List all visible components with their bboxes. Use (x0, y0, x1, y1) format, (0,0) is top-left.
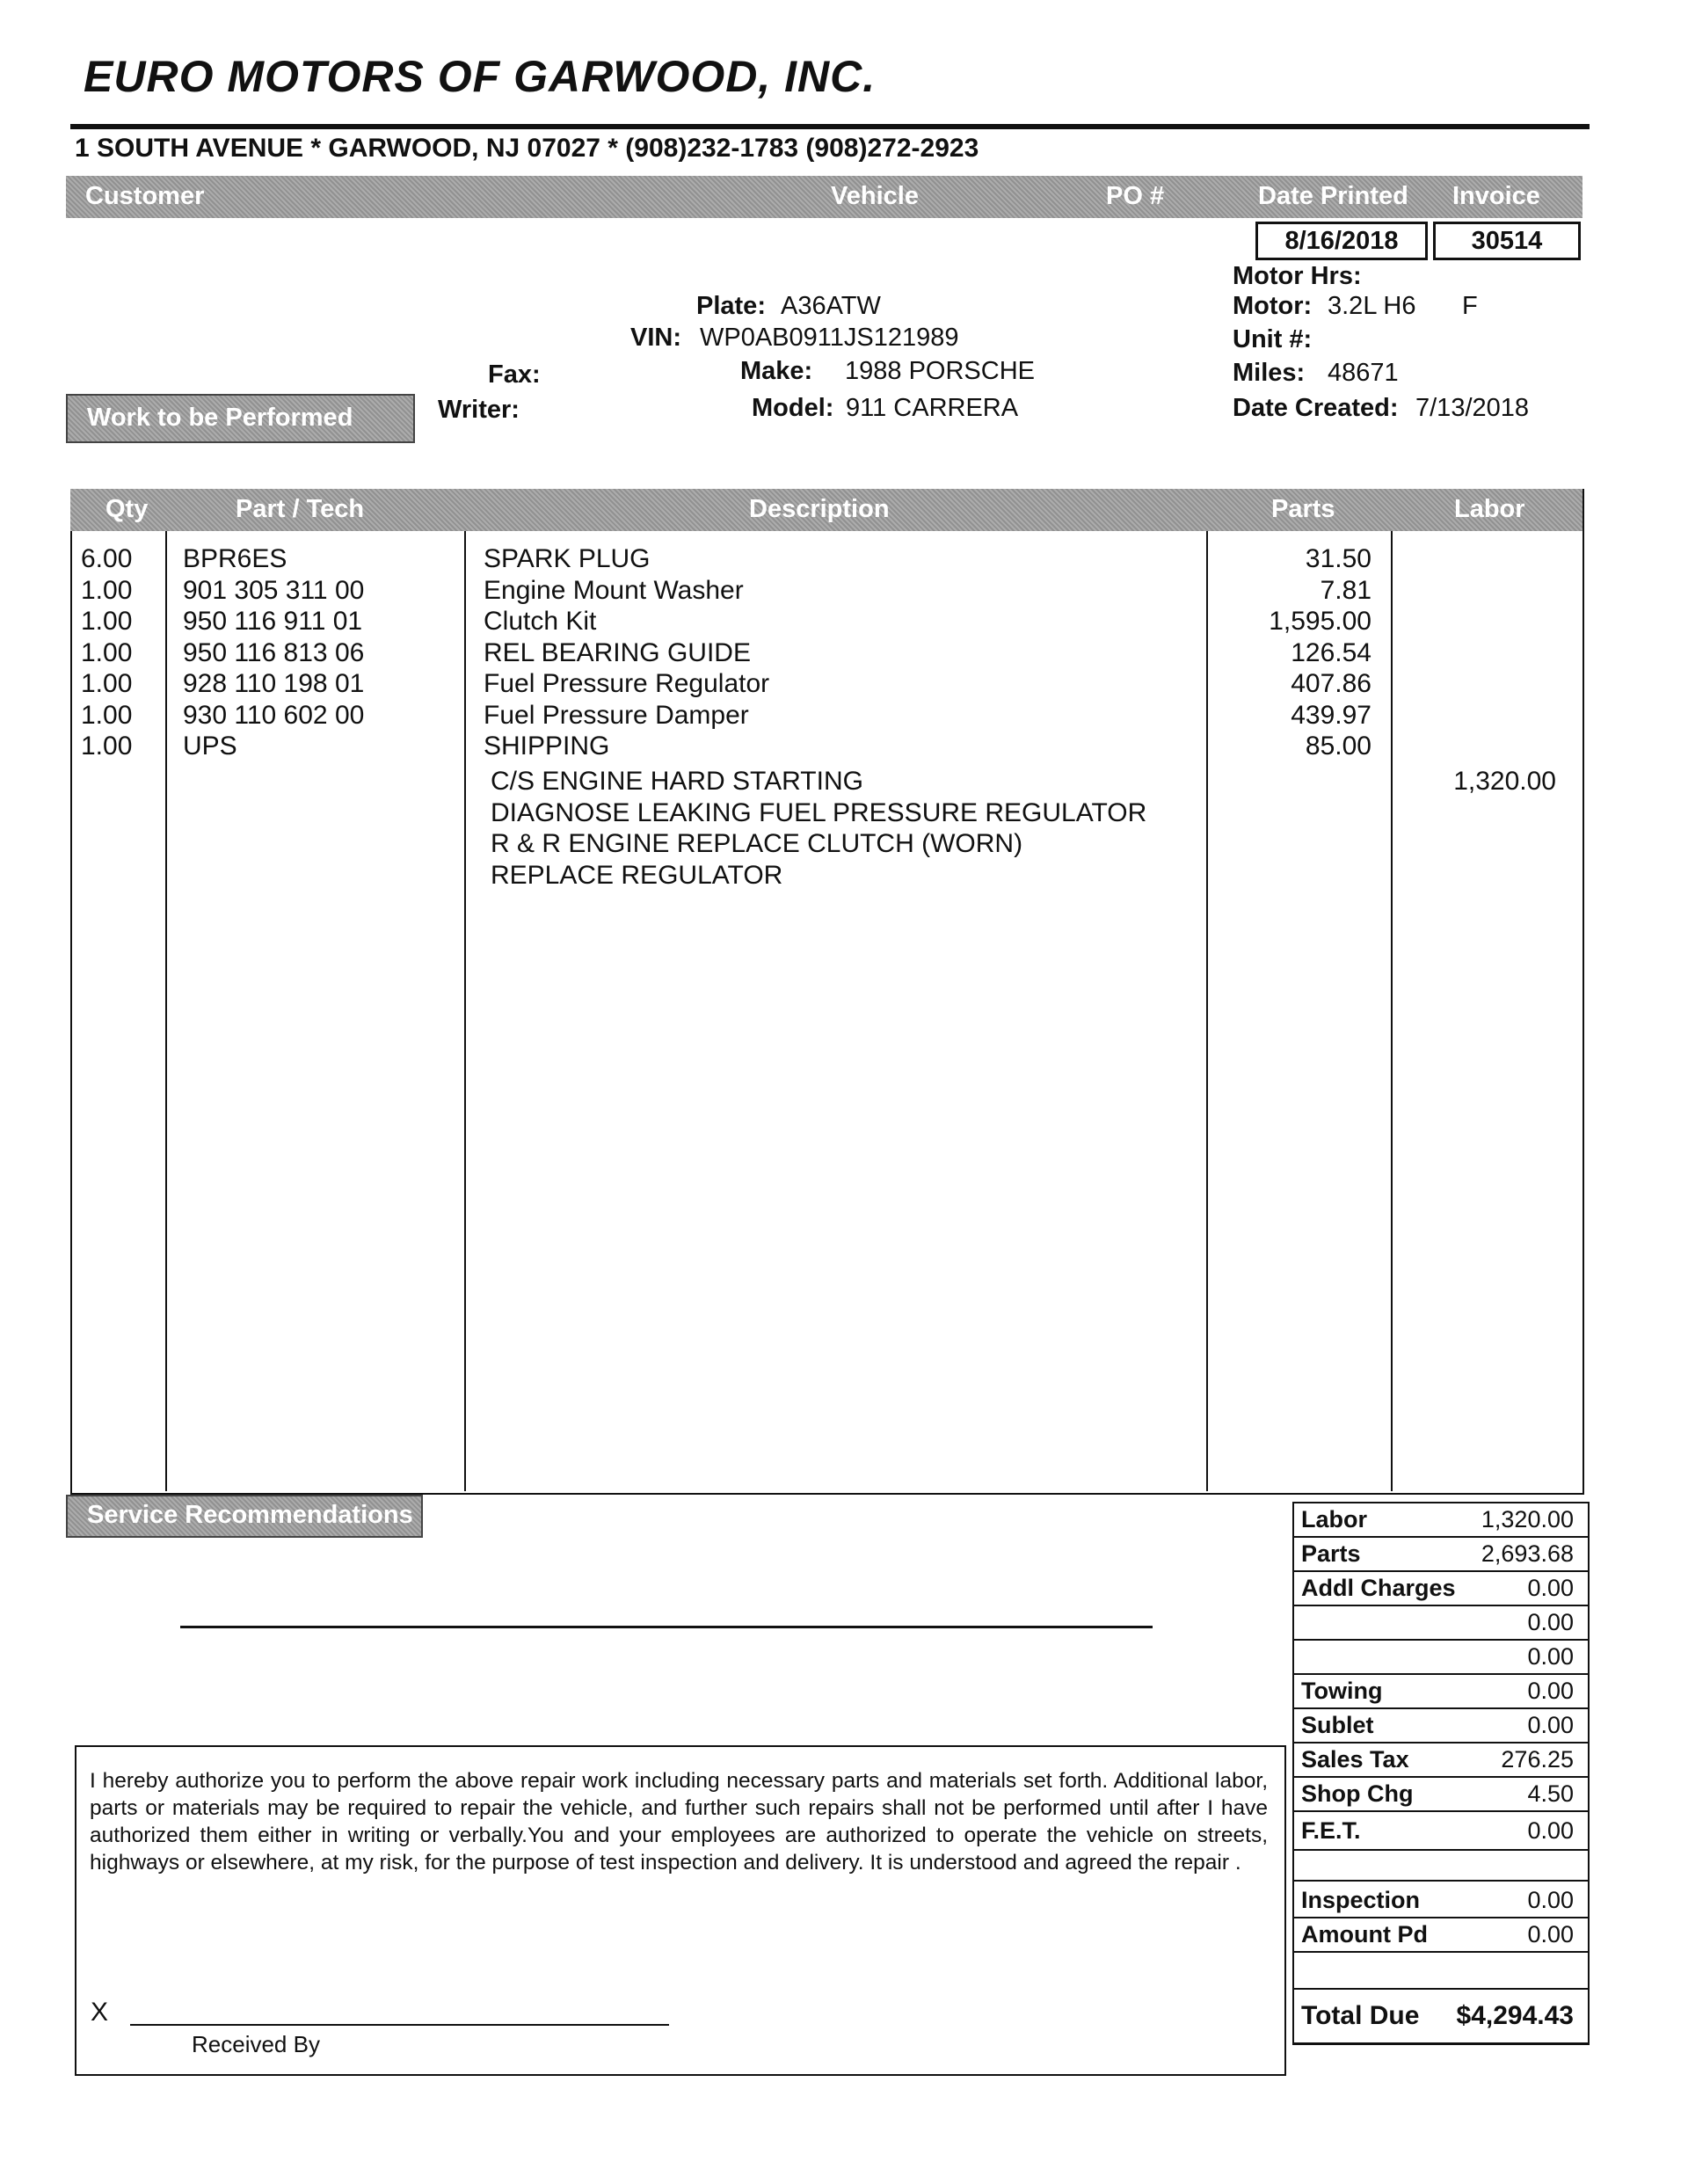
col-divider (165, 531, 167, 1491)
total-due-label: Total Due (1301, 2001, 1420, 2030)
labor-line: R & R ENGINE REPLACE CLUTCH (WORN) (491, 829, 1023, 858)
motor-flag: F (1462, 292, 1478, 320)
totals-row-sales-tax (1294, 1744, 1588, 1778)
model-value: 911 CARRERA (846, 394, 1019, 422)
total-due-value: $4,294.43 (1456, 2001, 1574, 2030)
totals-row-amount-paid (1294, 1918, 1588, 1953)
totals-value: 0.00 (1527, 1887, 1574, 1913)
col-divider (1206, 531, 1208, 1491)
header-bar (66, 176, 1582, 218)
table-cell-parts: 407.86 (1291, 669, 1372, 698)
totals-value: 4.50 (1527, 1780, 1574, 1807)
totals-row-inspection (1294, 1882, 1588, 1918)
totals-row-shop-chg (1294, 1778, 1588, 1812)
parts-column (1213, 543, 1372, 762)
col-divider (464, 531, 466, 1491)
invoice-number: 30514 (1433, 222, 1581, 260)
date-created-label: Date Created: (1233, 394, 1399, 422)
model-label: Model: (752, 394, 834, 422)
labor-line: C/S ENGINE HARD STARTING (491, 767, 863, 796)
service-recommendations-label: Service Recommendations (87, 1501, 413, 1529)
signature-line[interactable] (130, 2024, 669, 2026)
totals-value: 0.00 (1527, 1712, 1574, 1738)
vin-value: WP0AB0911JS121989 (700, 324, 959, 352)
table-cell-parts: 1,595.00 (1269, 607, 1372, 636)
table-cell-qty: 1.00 (81, 732, 133, 761)
totals-row-parts (1294, 1538, 1588, 1572)
company-address: 1 SOUTH AVENUE * GARWOOD, NJ 07027 * (908)232-1783 (908)272-2923 (75, 134, 979, 163)
writer-label: Writer: (438, 396, 520, 424)
totals-row-towing (1294, 1675, 1588, 1709)
signature-x: X (91, 1998, 109, 2027)
table-cell-qty: 1.00 (81, 700, 133, 730)
totals-label: Addl Charges (1301, 1575, 1456, 1601)
table-cell-part: 928 110 198 01 (183, 669, 365, 698)
totals-value: 0.00 (1527, 1817, 1574, 1844)
make-value: 1988 PORSCHE (845, 357, 1035, 385)
description-column (484, 543, 769, 762)
labor-line: DIAGNOSE LEAKING FUEL PRESSURE REGULATOR (491, 797, 1147, 827)
work-to-be-performed-badge (66, 394, 415, 443)
table-cell-description: SHIPPING (484, 732, 610, 761)
qty-column (81, 543, 132, 762)
miles-value: 48671 (1328, 359, 1399, 387)
header-rule (70, 124, 1590, 129)
miles-label: Miles: (1233, 359, 1306, 387)
vin-label: VIN: (630, 324, 681, 352)
table-cell-description: Fuel Pressure Regulator (484, 669, 770, 698)
table-cell-parts: 85.00 (1305, 732, 1372, 761)
table-cell-qty: 1.00 (81, 575, 133, 605)
motor-hrs-label: Motor Hrs: (1233, 262, 1362, 290)
totals-label: Amount Pd (1301, 1921, 1428, 1947)
make-label: Make: (740, 357, 813, 385)
unit-label: Unit #: (1233, 325, 1313, 353)
totals-row-empty (1294, 1851, 1588, 1882)
table-cell-parts: 31.50 (1305, 544, 1372, 573)
table-cell-qty: 6.00 (81, 544, 133, 573)
service-recommendations-line (180, 1626, 1153, 1628)
col-labor: Labor (1454, 495, 1525, 523)
motor-label: Motor: (1233, 292, 1313, 320)
totals-value: 0.00 (1527, 1575, 1574, 1601)
totals-value: 0.00 (1527, 1643, 1574, 1670)
table-cell-parts: 7.81 (1320, 575, 1372, 605)
col-qty: Qty (106, 495, 149, 523)
totals-label: Sublet (1301, 1712, 1374, 1738)
totals-row-blank (1294, 1606, 1588, 1641)
date-created-value: 7/13/2018 (1415, 394, 1530, 422)
totals-value: 2,693.68 (1481, 1540, 1574, 1567)
totals-value: 0.00 (1527, 1678, 1574, 1704)
labor-lines (491, 766, 1146, 891)
service-recommendations-badge (66, 1495, 423, 1538)
table-cell-description: Fuel Pressure Damper (484, 700, 749, 730)
company-name: EURO MOTORS OF GARWOOD, INC. (84, 52, 877, 101)
totals-label: Shop Chg (1301, 1780, 1414, 1807)
header-po: PO # (1106, 182, 1165, 210)
table-header-bar (70, 489, 1582, 531)
header-invoice: Invoice (1452, 182, 1540, 210)
table-cell-qty: 1.00 (81, 607, 133, 636)
labor-line: REPLACE REGULATOR (491, 860, 783, 890)
fax-label: Fax: (488, 360, 541, 389)
totals-row-empty (1294, 1953, 1588, 1990)
header-vehicle: Vehicle (831, 182, 919, 210)
totals-label: Towing (1301, 1678, 1383, 1704)
table-cell-part: 950 116 813 06 (183, 637, 365, 667)
table-cell-part: 930 110 602 00 (183, 700, 365, 730)
table-cell-part: UPS (183, 732, 237, 761)
received-by-label: Received By (192, 2031, 320, 2057)
labor-amount: 1,320.00 (1453, 767, 1556, 796)
totals-row-addl (1294, 1572, 1588, 1606)
table-cell-part: BPR6ES (183, 544, 287, 573)
totals-label: Sales Tax (1301, 1746, 1409, 1773)
totals-label: F.E.T. (1301, 1817, 1361, 1844)
table-cell-description: REL BEARING GUIDE (484, 637, 751, 667)
table-cell-description: Clutch Kit (484, 607, 597, 636)
authorization-text: I hereby authorize you to perform the above repair work including necessary parts and materials set forth. Additional labor, parts or materials may be required to repair the vehicle, and further such repairs shall not be performed until after I have authorized them either in writing or verbally.You and your employees are authorized to operate the vehicle on streets, highways or elsewhere, at my risk, for the purpose of test inspection and delivery. It is understood and agreed the repair . (90, 1769, 1268, 1875)
totals-row-total-due (1294, 1990, 1588, 2045)
totals-value: 276.25 (1501, 1746, 1574, 1773)
totals-value: 0.00 (1527, 1609, 1574, 1635)
table-cell-parts: 439.97 (1291, 700, 1372, 730)
table-cell-part: 901 305 311 00 (183, 575, 365, 605)
plate-value: A36ATW (781, 292, 881, 320)
col-part: Part / Tech (236, 495, 365, 523)
totals-row-fet (1294, 1812, 1588, 1851)
work-to-be-performed-label: Work to be Performed (87, 404, 353, 432)
table-cell-description: SPARK PLUG (484, 544, 651, 573)
totals-row-labor (1294, 1503, 1588, 1538)
header-customer: Customer (85, 182, 205, 210)
header-date-printed: Date Printed (1258, 182, 1408, 210)
totals-label: Inspection (1301, 1887, 1421, 1913)
motor-value: 3.2L H6 (1328, 292, 1416, 320)
table-cell-description: Engine Mount Washer (484, 575, 744, 605)
totals-value: 1,320.00 (1481, 1506, 1574, 1532)
totals-label: Parts (1301, 1540, 1361, 1567)
part-column (183, 543, 364, 762)
col-description: Description (749, 495, 890, 523)
totals-row-blank (1294, 1641, 1588, 1675)
table-cell-qty: 1.00 (81, 669, 133, 698)
totals-box (1292, 1502, 1590, 2045)
totals-label: Labor (1301, 1506, 1368, 1532)
totals-row-sublet (1294, 1709, 1588, 1744)
table-cell-qty: 1.00 (81, 637, 133, 667)
date-printed-value: 8/16/2018 (1255, 222, 1428, 260)
plate-label: Plate: (696, 292, 766, 320)
totals-value: 0.00 (1527, 1921, 1574, 1947)
table-cell-parts: 126.54 (1291, 637, 1372, 667)
table-cell-part: 950 116 911 01 (183, 607, 363, 636)
col-parts: Parts (1271, 495, 1335, 523)
col-divider (1391, 531, 1393, 1491)
